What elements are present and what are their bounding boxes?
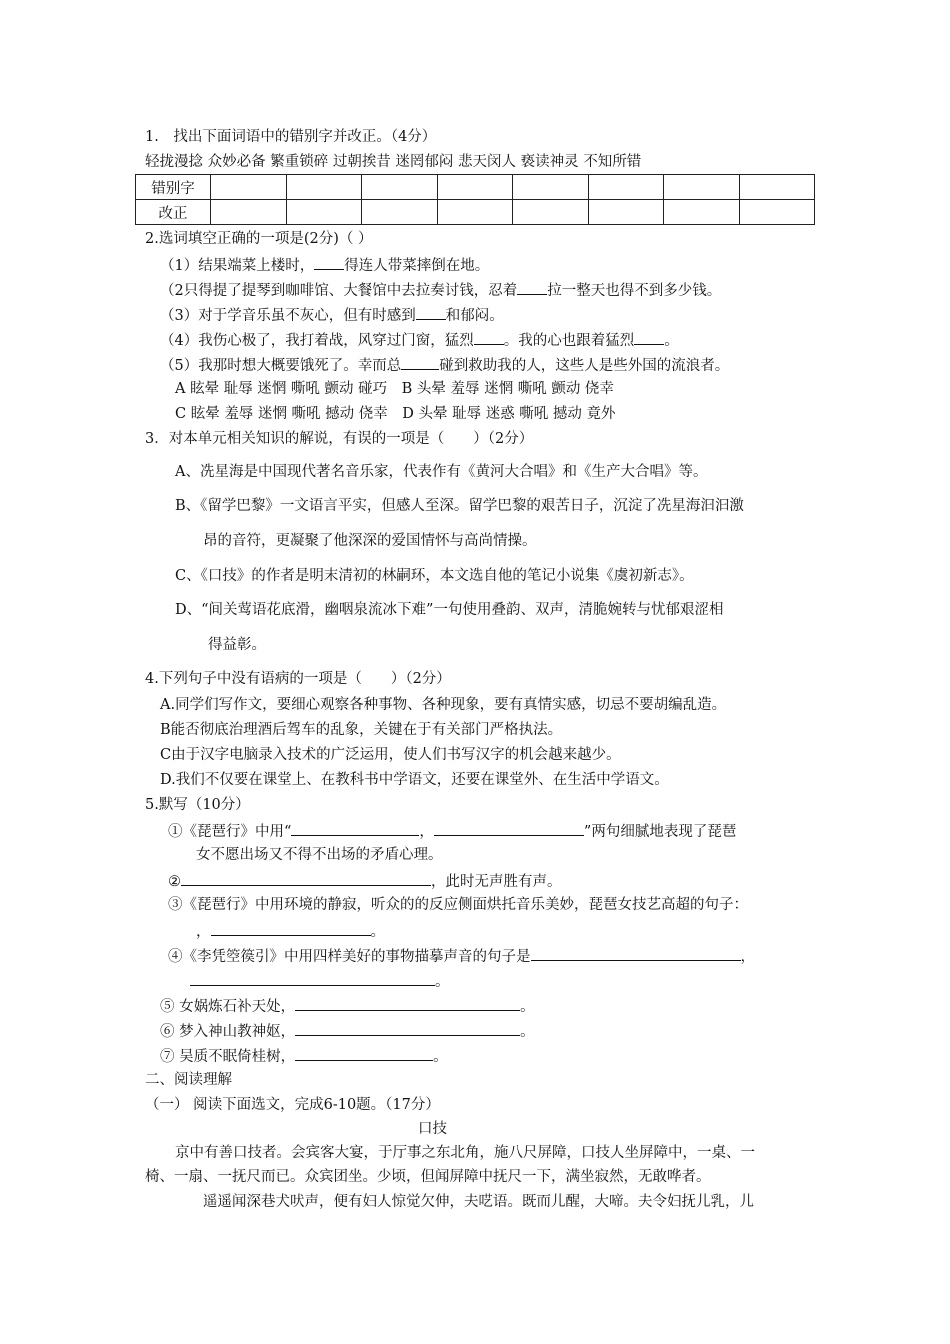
answer-cell[interactable]	[588, 175, 664, 200]
blank[interactable]	[291, 820, 419, 836]
q5-item-3: ③《琵琶行》中用环境的静寂，听众的的反应侧面烘托音乐美妙，琵琶女技艺高超的句子：	[168, 897, 748, 913]
q5-item-3-cont: ， 。	[196, 920, 385, 942]
answer-cell[interactable]	[286, 200, 362, 225]
passage-paragraph-1: 京中有善口技者。会宾客大宴，于厅事之东北角，施八尺屏障，口技人坐屏障中，一桌、一	[175, 1145, 755, 1161]
answer-cell[interactable]	[664, 175, 740, 200]
answer-cell[interactable]	[739, 175, 815, 200]
answer-cell[interactable]	[362, 175, 438, 200]
answer-cell[interactable]	[739, 200, 815, 225]
q2-sentence-2: （2只得提了提琴到咖啡馆、大餐馆中去拉奏讨钱，忍着 拉一整天也得不到多少钱。	[160, 279, 721, 301]
row-label-wrong: 错别字	[136, 175, 211, 200]
q3-option-b-cont: 昂的音符，更凝聚了他深深的爱国情怀与高尚情操。	[203, 533, 537, 549]
blank[interactable]	[295, 1045, 433, 1061]
q5-item-5: ⑤ 女娲炼石补天处， 。	[160, 995, 535, 1017]
q5-item-1-cont: 女不愿出场又不得不出场的矛盾心理。	[196, 847, 443, 863]
blank[interactable]	[474, 329, 504, 345]
passage-paragraph-2: 遥遥闻深巷犬吠声，便有妇人惊觉欠伸，夫呓语。既而儿醒，大啼。夫令妇抚儿乳，儿	[203, 1194, 754, 1210]
q2-sentence-1: （1）结果端菜上楼时， 得连人带菜摔倒在地。	[160, 254, 489, 276]
q2-sentence-4: （4）我伤心极了，我打着战，风穿过门窗，猛烈 。我的心也跟着猛烈 。	[160, 329, 679, 351]
blank[interactable]	[416, 304, 446, 320]
section-2-title: 二、阅读理解	[145, 1072, 232, 1088]
answer-cell[interactable]	[211, 175, 287, 200]
table-row	[136, 175, 815, 200]
q3-option-c: C、《口技》的作者是明末清初的林嗣环，本文选自他的笔记小说集《虞初新志》。	[175, 568, 694, 584]
correction-table	[135, 174, 815, 225]
answer-cell[interactable]	[513, 175, 589, 200]
q3-option-b: B、《留学巴黎》一文语言平实，但感人至深。留学巴黎的艰苦日子，沉淀了冼星海汩汩激	[175, 498, 744, 514]
blank[interactable]	[531, 945, 741, 961]
q2-options-cd: C 眩晕 羞辱 迷惘 嘶吼 撼动 侥幸 D 头晕 耻辱 迷惑 嘶吼 撼动 竟外	[175, 406, 616, 422]
q5-item-6: ⑥ 梦入神山教神妪， 。	[160, 1020, 535, 1042]
blank[interactable]	[634, 329, 664, 345]
passage-title: 口技	[418, 1121, 447, 1137]
answer-cell[interactable]	[211, 200, 287, 225]
q1-title: 1. 找出下面词语中的错别字并改正。（4分）	[145, 129, 437, 145]
answer-cell[interactable]	[437, 175, 513, 200]
answer-cell[interactable]	[588, 200, 664, 225]
blank[interactable]	[181, 870, 431, 886]
q5-item-4-cont: 。	[190, 970, 450, 992]
blank[interactable]	[401, 354, 439, 370]
q1-words: 轻拢漫捻 众妙必备 繁重锁碎 过朝挨昔 迷罔郁闷 悲天闵人 亵读神灵 不知所错	[145, 154, 642, 170]
q2-sentence-5: （5）我那时想大概要饿死了。幸而总 碰到救助我的人，这些人是些外国的流浪者。	[160, 354, 729, 376]
q2-sentence-3: （3）对于学音乐虽不灰心，但有时感到 和郁闷。	[160, 304, 504, 326]
q3-option-a: A、冼星海是中国现代著名音乐家，代表作有《黄河大合唱》和《生产大合唱》等。	[175, 464, 708, 480]
q3-option-d: D、“间关莺语花底滑，幽咽泉流冰下难”一句使用叠韵、双声，清脆婉转与忧郁艰涩相	[175, 602, 724, 618]
blank[interactable]	[434, 820, 584, 836]
q3-option-d-cont: 得益彰。	[208, 637, 266, 653]
section-2-subtitle: （一） 阅读下面选文，完成6-10题。（17分）	[145, 1097, 440, 1113]
answer-cell[interactable]	[437, 200, 513, 225]
q5-item-2: ② ，此时无声胜有声。	[168, 870, 562, 892]
q5-item-4: ④《李凭箜篌引》中用四样美好的事物描摹声音的句子是 ，	[168, 945, 755, 967]
answer-cell[interactable]	[513, 200, 589, 225]
blank[interactable]	[190, 970, 435, 986]
blank[interactable]	[211, 920, 371, 936]
blank[interactable]	[295, 995, 520, 1011]
q4-option-c: C由于汉字电脑录入技术的广泛运用，使人们书写汉字的机会越来越少。	[160, 747, 621, 763]
row-label-correct: 改正	[136, 200, 211, 225]
table-row	[136, 200, 815, 225]
answer-cell[interactable]	[362, 200, 438, 225]
q4-title: 4.下列句子中没有语病的一项是（ ）（2分）	[145, 671, 451, 687]
blank[interactable]	[517, 279, 547, 295]
q4-option-a: A.同学们写作文，要细心观察各种事物、各种现象，要有真情实感，切忌不要胡编乱造。	[160, 697, 727, 713]
q4-option-b: B能否彻底治理酒后驾车的乱象，关键在于有关部门严格执法。	[160, 722, 563, 738]
answer-cell[interactable]	[664, 200, 740, 225]
q2-options-ab: A 眩晕 耻辱 迷惘 嘶吼 颤动 碰巧 B 头晕 羞辱 迷惘 嘶吼 颤动 侥幸	[175, 381, 614, 397]
q5-item-1: ①《琵琶行》中用“ ， ”两句细腻地表现了琵琶	[168, 820, 736, 842]
q4-option-d: D.我们不仅要在课堂上、在教科书中学语文，还要在课堂外、在生活中学语文。	[160, 772, 669, 788]
blank[interactable]	[314, 254, 344, 270]
q5-title: 5.默写（10分）	[145, 797, 250, 813]
q3-title: 3．对本单元相关知识的解说，有误的一项是（ ）（2分）	[145, 431, 534, 447]
q5-item-7: ⑦ 吴质不眠倚桂树， 。	[160, 1045, 448, 1067]
blank[interactable]	[295, 1020, 520, 1036]
q2-title: 2.选词填空正确的一项是(2分)（ ）	[145, 231, 373, 247]
answer-cell[interactable]	[286, 175, 362, 200]
passage-paragraph-1-cont: 椅、一扇、一抚尺而已。众宾团坐。少顷，但闻屏障中抚尺一下，满坐寂然，无敢哗者。	[145, 1169, 711, 1185]
